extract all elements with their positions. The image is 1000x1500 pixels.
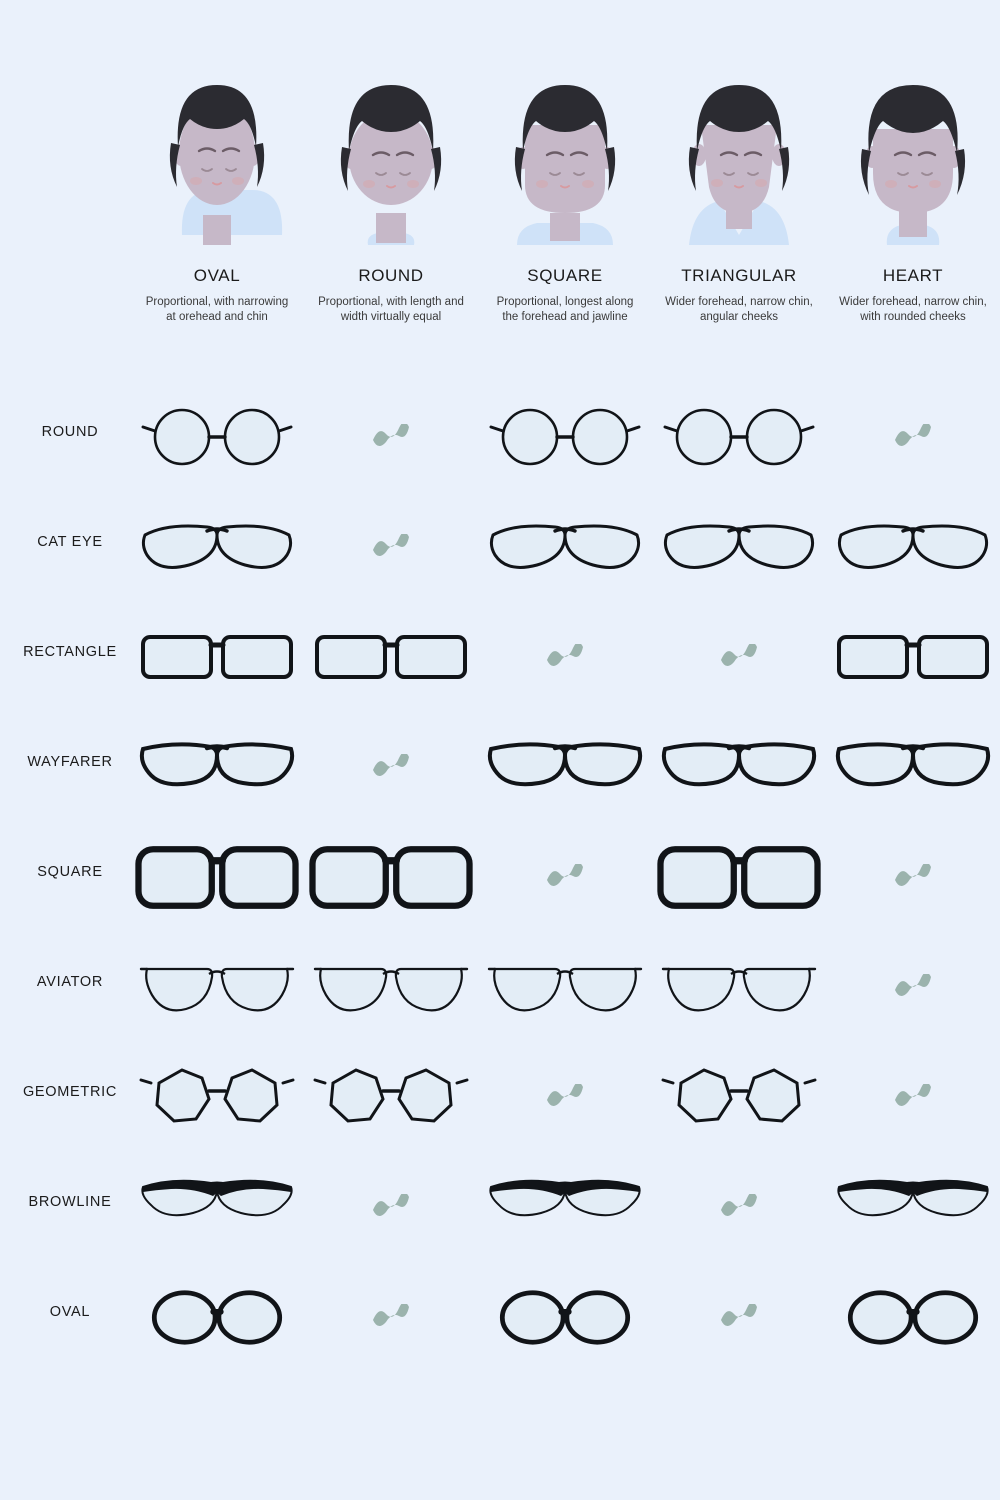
cell-wayfarer-triangular	[652, 712, 826, 822]
squiggle-icon	[370, 424, 412, 450]
row-label-geometric: GEOMETRIC	[22, 1084, 118, 1100]
face-title-oval: OVAL	[193, 266, 241, 285]
glasses-icon-aviator	[485, 955, 645, 1019]
cell-cat-eye-triangular	[652, 492, 826, 602]
face-column-triangular	[652, 55, 826, 325]
face-illustration-square	[495, 55, 635, 250]
cell-geometric-triangular	[652, 1042, 826, 1152]
glasses-icon-geometric	[137, 1065, 297, 1129]
glasses-icon-square	[655, 844, 823, 911]
cell-wayfarer-round	[304, 712, 478, 822]
cell-square-heart	[826, 822, 1000, 932]
squiggle-icon	[892, 864, 934, 890]
glasses-icon-aviator	[659, 955, 819, 1019]
squiggle-icon	[370, 754, 412, 780]
row-label-rectangle: RECTANGLE	[23, 644, 117, 660]
face-description-round: Proportional, with length and width virtually equal	[318, 296, 464, 323]
glasses-icon-cat-eye	[137, 515, 297, 579]
face-illustration-round	[321, 55, 461, 250]
squiggle-icon	[370, 1194, 412, 1220]
squiggle-icon	[544, 644, 586, 670]
glasses-icon-geometric	[311, 1065, 471, 1129]
squiggle-icon	[718, 1194, 760, 1220]
cell-round-round	[304, 382, 478, 492]
glasses-icon-oval	[837, 1287, 989, 1348]
cell-browline-square	[478, 1152, 652, 1262]
glasses-icon-wayfarer	[137, 735, 297, 799]
cell-square-round	[304, 822, 478, 932]
squiggle-icon	[892, 974, 934, 1000]
glasses-icon-browline	[833, 1175, 993, 1239]
glasses-icon-aviator	[311, 955, 471, 1019]
glasses-icon-browline	[137, 1175, 297, 1239]
row-label-wayfarer: WAYFARER	[27, 754, 113, 770]
glasses-icon-wayfarer	[659, 735, 819, 799]
squiggle-icon	[544, 864, 586, 890]
cell-aviator-triangular	[652, 932, 826, 1042]
face-description-triangular: Wider forehead, narrow chin, angular cheeks	[665, 296, 813, 323]
cell-browline-round	[304, 1152, 478, 1262]
cell-round-square	[478, 382, 652, 492]
glasses-icon-square	[307, 844, 475, 911]
squiggle-icon	[544, 1084, 586, 1110]
cell-cat-eye-oval	[130, 492, 304, 602]
glasses-icon-cat-eye	[485, 515, 645, 579]
glasses-icon-round	[485, 405, 645, 469]
glasses-icon-rectangle	[137, 625, 297, 689]
glasses-icon-round	[137, 405, 297, 469]
cell-rectangle-oval	[130, 602, 304, 712]
cell-geometric-square	[478, 1042, 652, 1152]
face-title-heart: HEART	[882, 266, 944, 285]
cell-aviator-oval	[130, 932, 304, 1042]
cell-geometric-round	[304, 1042, 478, 1152]
cell-aviator-heart	[826, 932, 1000, 1042]
cell-browline-triangular	[652, 1152, 826, 1262]
glasses-icon-cat-eye	[659, 515, 819, 579]
face-column-heart	[826, 55, 1000, 325]
cell-square-square	[478, 822, 652, 932]
row-label-square: SQUARE	[37, 864, 103, 880]
cell-round-oval	[130, 382, 304, 492]
cell-geometric-oval	[130, 1042, 304, 1152]
face-title-triangular: TRIANGULAR	[681, 266, 797, 285]
glasses-icon-cat-eye	[833, 515, 993, 579]
cell-oval-oval	[130, 1262, 304, 1372]
face-column-square	[478, 55, 652, 325]
squiggle-icon	[718, 644, 760, 670]
cell-browline-oval	[130, 1152, 304, 1262]
glasses-icon-geometric	[659, 1065, 819, 1129]
row-label-browline: BROWLINE	[28, 1194, 112, 1210]
cell-rectangle-triangular	[652, 602, 826, 712]
face-illustration-heart	[843, 55, 983, 250]
face-illustration-oval	[147, 55, 287, 250]
glasses-icon-square	[133, 844, 301, 911]
face-description-square: Proportional, longest along the forehead and jawline	[496, 296, 634, 323]
face-description-heart: Wider forehead, narrow chin, with rounded cheeks	[839, 296, 987, 323]
face-title-round: ROUND	[358, 266, 424, 285]
glasses-icon-oval	[489, 1287, 641, 1348]
cell-aviator-square	[478, 932, 652, 1042]
squiggle-icon	[892, 424, 934, 450]
row-label-oval: OVAL	[49, 1304, 91, 1320]
cell-geometric-heart	[826, 1042, 1000, 1152]
squiggle-icon	[892, 1084, 934, 1110]
face-header-row	[130, 55, 1000, 325]
face-description-oval: Proportional, with narrowing at orehead and chin	[145, 296, 289, 323]
cell-rectangle-square	[478, 602, 652, 712]
glasses-icon-aviator	[137, 955, 297, 1019]
cell-wayfarer-square	[478, 712, 652, 822]
cell-oval-heart	[826, 1262, 1000, 1372]
squiggle-icon	[718, 1304, 760, 1330]
face-title-square: SQUARE	[527, 266, 603, 285]
face-illustration-triangular	[669, 55, 809, 250]
face-column-round	[304, 55, 478, 325]
glasses-icon-wayfarer	[833, 735, 993, 799]
glasses-icon-oval	[141, 1287, 293, 1348]
glasses-icon-round	[659, 405, 819, 469]
row-label-round: ROUND	[41, 424, 99, 440]
row-label-cat-eye: CAT EYE	[37, 534, 103, 550]
squiggle-icon	[370, 1304, 412, 1330]
cell-wayfarer-heart	[826, 712, 1000, 822]
glasses-icon-rectangle	[833, 625, 993, 689]
cell-rectangle-heart	[826, 602, 1000, 712]
cell-cat-eye-heart	[826, 492, 1000, 602]
cell-cat-eye-square	[478, 492, 652, 602]
cell-round-heart	[826, 382, 1000, 492]
row-label-aviator: AVIATOR	[36, 974, 104, 990]
cell-rectangle-round	[304, 602, 478, 712]
cell-round-triangular	[652, 382, 826, 492]
cell-browline-heart	[826, 1152, 1000, 1262]
cell-wayfarer-oval	[130, 712, 304, 822]
cell-square-oval	[130, 822, 304, 932]
glasses-icon-browline	[485, 1175, 645, 1239]
glasses-icon-rectangle	[311, 625, 471, 689]
cell-oval-square	[478, 1262, 652, 1372]
cell-cat-eye-round	[304, 492, 478, 602]
cell-oval-round	[304, 1262, 478, 1372]
cell-oval-triangular	[652, 1262, 826, 1372]
glasses-icon-wayfarer	[485, 735, 645, 799]
face-column-oval	[130, 55, 304, 325]
cell-square-triangular	[652, 822, 826, 932]
cell-aviator-round	[304, 932, 478, 1042]
squiggle-icon	[370, 534, 412, 560]
